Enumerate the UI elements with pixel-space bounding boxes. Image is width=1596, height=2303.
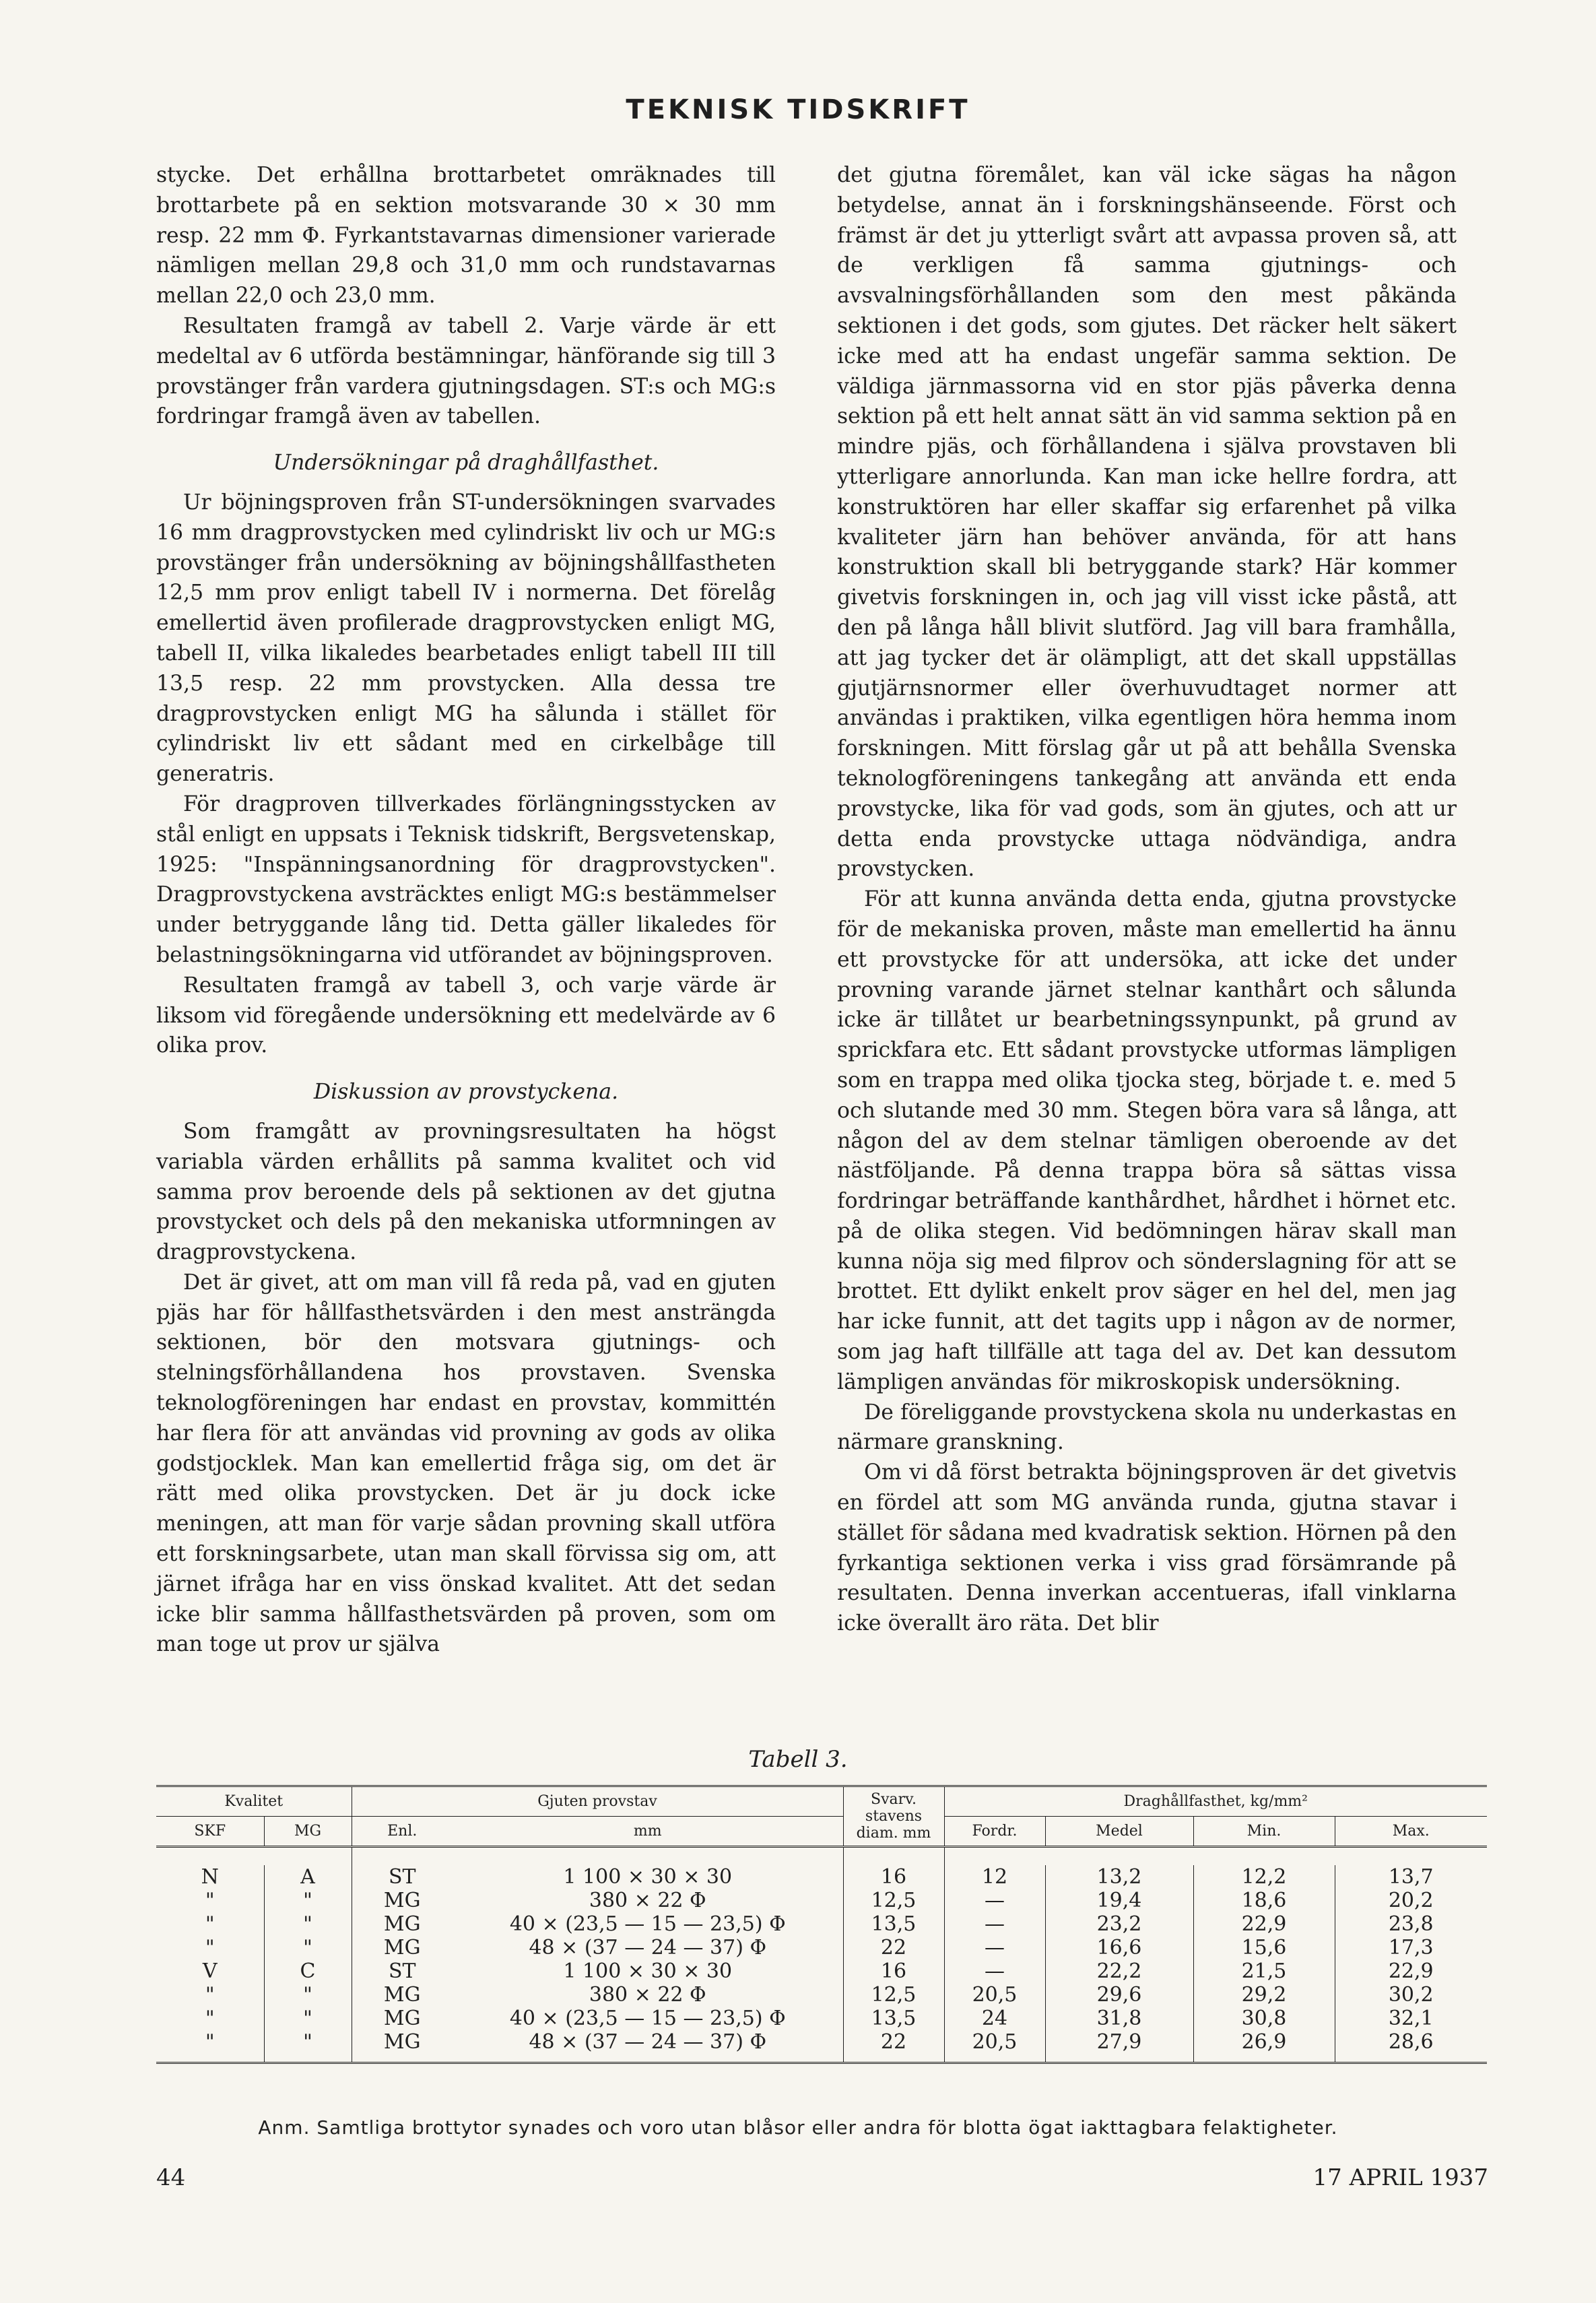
- cell-mg: ": [264, 1912, 352, 1936]
- table-note: Anm. Samtliga brottytor synades och voro utan blåsor eller andra för blotta ögat iakttagbara felaktigheter.: [258, 2116, 1338, 2139]
- cell-mg: C: [264, 1959, 352, 1983]
- journal-title: TEKNISK TIDSKRIFT: [626, 94, 970, 125]
- cell-svarv: 16: [843, 1865, 944, 1889]
- table-row: [156, 2030, 1487, 2063]
- paragraph: Resultaten framgå av tabell 3, och varje värde är liksom vid föregående undersökning ett medelvärde av 6 olika prov.: [156, 973, 776, 1058]
- cell-max: 13,7: [1335, 1865, 1487, 1889]
- paragraph: stycke. Det erhållna brottarbetet omräknades till brottarbete på en sektion motsvarande 30 × 30 mm resp. 22 mm Φ. Fyrkantstavarnas dimensioner varierade nämligen mellan 29,8 och 31,0 mm och rundstavarnas mellan 22,0 och 23,0 mm.: [156, 163, 776, 309]
- table-row: [156, 1912, 1487, 1936]
- cell-fordr: 20,5: [944, 2030, 1045, 2063]
- cell-skf: ": [205, 1983, 215, 2007]
- cell-enl: MG: [352, 1983, 453, 2007]
- cell-max: 30,2: [1335, 1983, 1487, 2007]
- cell-medel: 29,6: [1045, 1983, 1193, 2007]
- cell-max: 32,1: [1335, 2007, 1487, 2030]
- cell-fordr: —: [944, 1959, 1045, 1983]
- cell-medel: 23,2: [1045, 1912, 1193, 1936]
- header-fordr: Fordr.: [944, 1817, 1045, 1847]
- header-gjuten-provstav: Gjuten provstav: [352, 1786, 843, 1817]
- cell-enl: ST: [352, 1865, 453, 1889]
- header-mm: mm: [453, 1817, 843, 1847]
- cell-svarv: 22: [843, 1936, 944, 1959]
- cell-mg: ": [264, 2030, 352, 2063]
- cell-enl: ST: [352, 1959, 453, 1983]
- header-draghallfasthet: Draghållfasthet, kg/mm²: [944, 1786, 1487, 1817]
- cell-fordr: —: [944, 1889, 1045, 1912]
- cell-skf: N: [201, 1865, 219, 1889]
- paragraph: det gjutna föremålet, kan väl icke sägas ha någon betydelse, annat än i forskningshänseende. Först och främst är det ju ytterligt svårt att avpassa proven så, att de verkligen få samma gjutnings- och avsvalningsförhållanden som den mest påkända sektionen i det gods, som gjutes. Det räcker helt säkert icke med att ha endast ungefär samma sektion. De väldiga järnmassorna vid en stor pjäs påverka denna sektion på ett helt annat sätt än vid samma sektion på en mindre pjäs, och förhållandena i själva provstaven bli ytterligare annorlunda. Kan man icke hellre fordra, att konstruktören har eller skaffar sig erfarenhet på vilka kvaliteter järn han behöver använda, för att hans konstruktion skall bli betryggande stark? Här kommer givetvis forskningen in, och jag vill visst icke påstå, att den på långa håll blivit slutförd. Jag vill bara framhålla, att jag tycker det är olämpligt, att det skall uppställas gjutjärnsnormer eller överhuvudtaget normer att användas i praktiken, vilka egentligen höra hemma inom forskningen. Mitt förslag går ut på att behålla Svenska teknologföreningens tankegång att använda ett enda provstycke, lika för vad gods, som än gjutes, och att ur detta enda provstycke uttaga nödvändiga, andra provstycken.: [837, 163, 1457, 882]
- page-number: 44: [156, 2164, 186, 2191]
- header-max: Max.: [1335, 1817, 1487, 1847]
- paragraph: Ur böjningsproven från ST-undersökningen svarvades 16 mm dragprovstycken med cylindriskt liv och ur MG:s provstänger från undersökning av böjningshållfastheten 12,5 mm prov enligt tabell IV i normerna. Det förelåg emellertid även profilerade dragprovstycken enligt MG, tabell II, vilka likaledes bearbetades enligt tabell III till 13,5 resp. 22 mm provstycken. Alla dessa tre dragprovstycken enligt MG ha sålunda i stället för cylindriskt liv ett sådant med en cirkelbåge till generatris.: [156, 490, 776, 787]
- cell-medel: 19,4: [1045, 1889, 1193, 1912]
- cell-mg: ": [264, 1936, 352, 1959]
- cell-min: 12,2: [1193, 1865, 1335, 1889]
- cell-fordr: 20,5: [944, 1983, 1045, 2007]
- paragraph: Som framgått av provningsresultaten ha högst variabla värden erhållits på samma kvalitet och vid samma prov beroende dels på sektionen av det gjutna provstycket och dels på den mekaniska utformningen av dragprovstyckena.: [156, 1119, 776, 1265]
- cell-dim: 48 × (37 — 24 — 37) Φ: [529, 1936, 767, 1959]
- cell-max: 22,9: [1335, 1959, 1487, 1983]
- cell-min: 21,5: [1193, 1959, 1335, 1983]
- cell-svarv: 12,5: [843, 1889, 944, 1912]
- cell-medel: 13,2: [1045, 1865, 1193, 1889]
- cell-fordr: 24: [944, 2007, 1045, 2030]
- results-table: [156, 1785, 1487, 2064]
- cell-min: 22,9: [1193, 1912, 1335, 1936]
- cell-min: 26,9: [1193, 2030, 1335, 2063]
- table-title: Tabell 3.: [748, 1746, 848, 1773]
- cell-mg: ": [264, 2007, 352, 2030]
- left-column: [156, 160, 776, 1660]
- cell-mg: ": [264, 1889, 352, 1912]
- cell-dim: 48 × (37 — 24 — 37) Φ: [453, 2030, 843, 2063]
- cell-max: 17,3: [1335, 1936, 1487, 1959]
- cell-min: 18,6: [1193, 1889, 1335, 1912]
- paragraph: Om vi då först betrakta böjningsproven är det givetvis en fördel att som MG använda runda, gjutna stavar i stället för sådana med kvadratisk sektion. Hörnen på den fyrkantiga sektionen verka i viss grad försämrande på resultaten. Denna inverkan accentueras, ifall vinklarna icke överallt äro räta. Det blir: [837, 1460, 1457, 1636]
- cell-mg: A: [264, 1865, 352, 1889]
- cell-svarv: 12,5: [843, 1983, 944, 2007]
- cell-max: 20,2: [1335, 1889, 1487, 1912]
- table-row: [156, 1936, 1487, 1959]
- cell-max: 23,8: [1335, 1912, 1487, 1936]
- cell-dim: 40 × (23,5 — 15 — 23,5) Φ: [509, 1912, 786, 1936]
- cell-dim: 1 100 × 30 × 30: [563, 1959, 733, 1983]
- cell-fordr: 12: [944, 1865, 1045, 1889]
- cell-min: 15,6: [1193, 1936, 1335, 1959]
- cell-svarv: 13,5: [843, 2007, 944, 2030]
- header-min: Min.: [1193, 1817, 1335, 1847]
- header-enl: Enl.: [352, 1817, 453, 1847]
- cell-enl: MG: [352, 2007, 453, 2030]
- issue-date: 17 APRIL 1937: [1312, 2164, 1488, 2191]
- section-heading: Diskussion av provstyckena.: [313, 1080, 619, 1105]
- cell-dim: 380 × 22 Φ: [589, 1983, 706, 2007]
- cell-svarv: 22: [843, 2030, 944, 2063]
- header-medel: Medel: [1045, 1817, 1193, 1847]
- cell-mg: ": [264, 1983, 352, 2007]
- cell-skf: ": [205, 1912, 215, 1936]
- cell-fordr: —: [944, 1912, 1045, 1936]
- header-skf: SKF: [156, 1817, 264, 1847]
- header-kvalitet: Kvalitet: [156, 1786, 352, 1817]
- paragraph: De föreliggande provstyckena skola nu underkastas en närmare granskning.: [837, 1400, 1457, 1455]
- cell-max: 28,6: [1335, 2030, 1487, 2063]
- paragraph: Det är givet, att om man vill få reda på, vad en gjuten pjäs har för hållfasthetsvärden i den mest ansträngda sektionen, bör den motsvara gjutnings- och stelningsförhållandena hos provstaven. Svenska teknologföreningen har endast en provstav, kommittén har flera för att användas vid provning av gods av olika godstjocklek. Man kan emellertid fråga sig, om det är rätt med olika provstycken. Det är ju dock icke meningen, att man för varje sådan provning skall utföra ett forskningsarbete, utan man skall förvissa sig om, att järnet ifråga har en viss önskad kvalitet. Att det sedan icke blir samma hållfasthetsvärden på proven, som om man toge ut prov ur själva: [156, 1270, 776, 1657]
- table-row: [156, 1959, 1487, 1983]
- right-column: [837, 160, 1457, 1639]
- table-row: [156, 1865, 1487, 1889]
- cell-min: 29,2: [1193, 1983, 1335, 2007]
- cell-skf: V: [202, 1959, 218, 1983]
- table-row: [156, 1983, 1487, 2007]
- cell-medel: 31,8: [1045, 2007, 1193, 2030]
- cell-skf: ": [156, 2030, 264, 2063]
- section-heading: Undersökningar på draghållfasthet.: [273, 451, 659, 476]
- table-row: [156, 2007, 1487, 2030]
- cell-enl: MG: [352, 2030, 453, 2063]
- cell-skf: ": [205, 2007, 215, 2030]
- cell-skf: ": [205, 1936, 215, 1959]
- cell-min: 30,8: [1193, 2007, 1335, 2030]
- cell-fordr: —: [944, 1936, 1045, 1959]
- cell-svarv: 13,5: [843, 1912, 944, 1936]
- table-row: [156, 1889, 1487, 1912]
- cell-medel: 16,6: [1045, 1936, 1193, 1959]
- header-mg: MG: [264, 1817, 352, 1847]
- cell-svarv: 16: [843, 1959, 944, 1983]
- header-svarv-diam: Svarv. stavens diam. mm: [843, 1786, 944, 1847]
- cell-dim: 40 × (23,5 — 15 — 23,5) Φ: [509, 2007, 786, 2030]
- paragraph: För dragproven tillverkades förlängningsstycken av stål enligt en uppsats i Teknisk tidskrift, Bergsvetenskap, 1925: "Inspänningsanordning för dragprovstycken". Dragprovstyckena avsträcktes enligt MG:s bestämmelser under betryggande lång tid. Detta gäller likaledes för belastningsökningarna vid utförandet av böjningsproven.: [156, 791, 776, 967]
- cell-medel: 27,9: [1045, 2030, 1193, 2063]
- cell-skf: ": [205, 1889, 215, 1912]
- cell-medel: 22,2: [1045, 1959, 1193, 1983]
- cell-enl: MG: [352, 1936, 453, 1959]
- cell-dim: 1 100 × 30 × 30: [563, 1865, 733, 1889]
- cell-enl: MG: [352, 1889, 453, 1912]
- cell-enl: MG: [352, 1912, 453, 1936]
- paragraph: Resultaten framgå av tabell 2. Varje värde är ett medeltal av 6 utförda bestämningar, hänförande sig till 3 provstänger från vardera gjutningsdagen. ST:s och MG:s fordringar framgå även av tabellen.: [156, 313, 776, 429]
- cell-dim: 380 × 22 Φ: [589, 1889, 706, 1912]
- paragraph: För att kunna använda detta enda, gjutna provstycke för de mekaniska proven, måste man emellertid ha ännu ett provstycke för att undersöka, att icke det under provning varande järnet stelnar kanthårt och sålunda icke är tillåtet ur bearbetningssynpunkt, på grund av sprickfara etc. Ett sådant provstycke utformas lämpligen som en trappa med olika tjocka steg, började t. e. med 5 och slutande med 30 mm. Stegen böra vara så långa, att någon del av dem stelnar tämligen oberoende av det nästföljande. På denna trappa böra så sättas vissa fordringar beträffande kanthårdhet, hårdhet i hörnet etc. på de olika stegen. Vid bedömningen härav skall man kunna nöja sig med filprov och sönderslagning för att se brottet. Ett dylikt enkelt prov säger en hel del, men jag har icke funnit, att det tagits upp i någon av de normer, som jag haft tillfälle att taga del av. Det kan dessutom lämpligen användas för mikroskopisk undersökning.: [837, 887, 1457, 1394]
